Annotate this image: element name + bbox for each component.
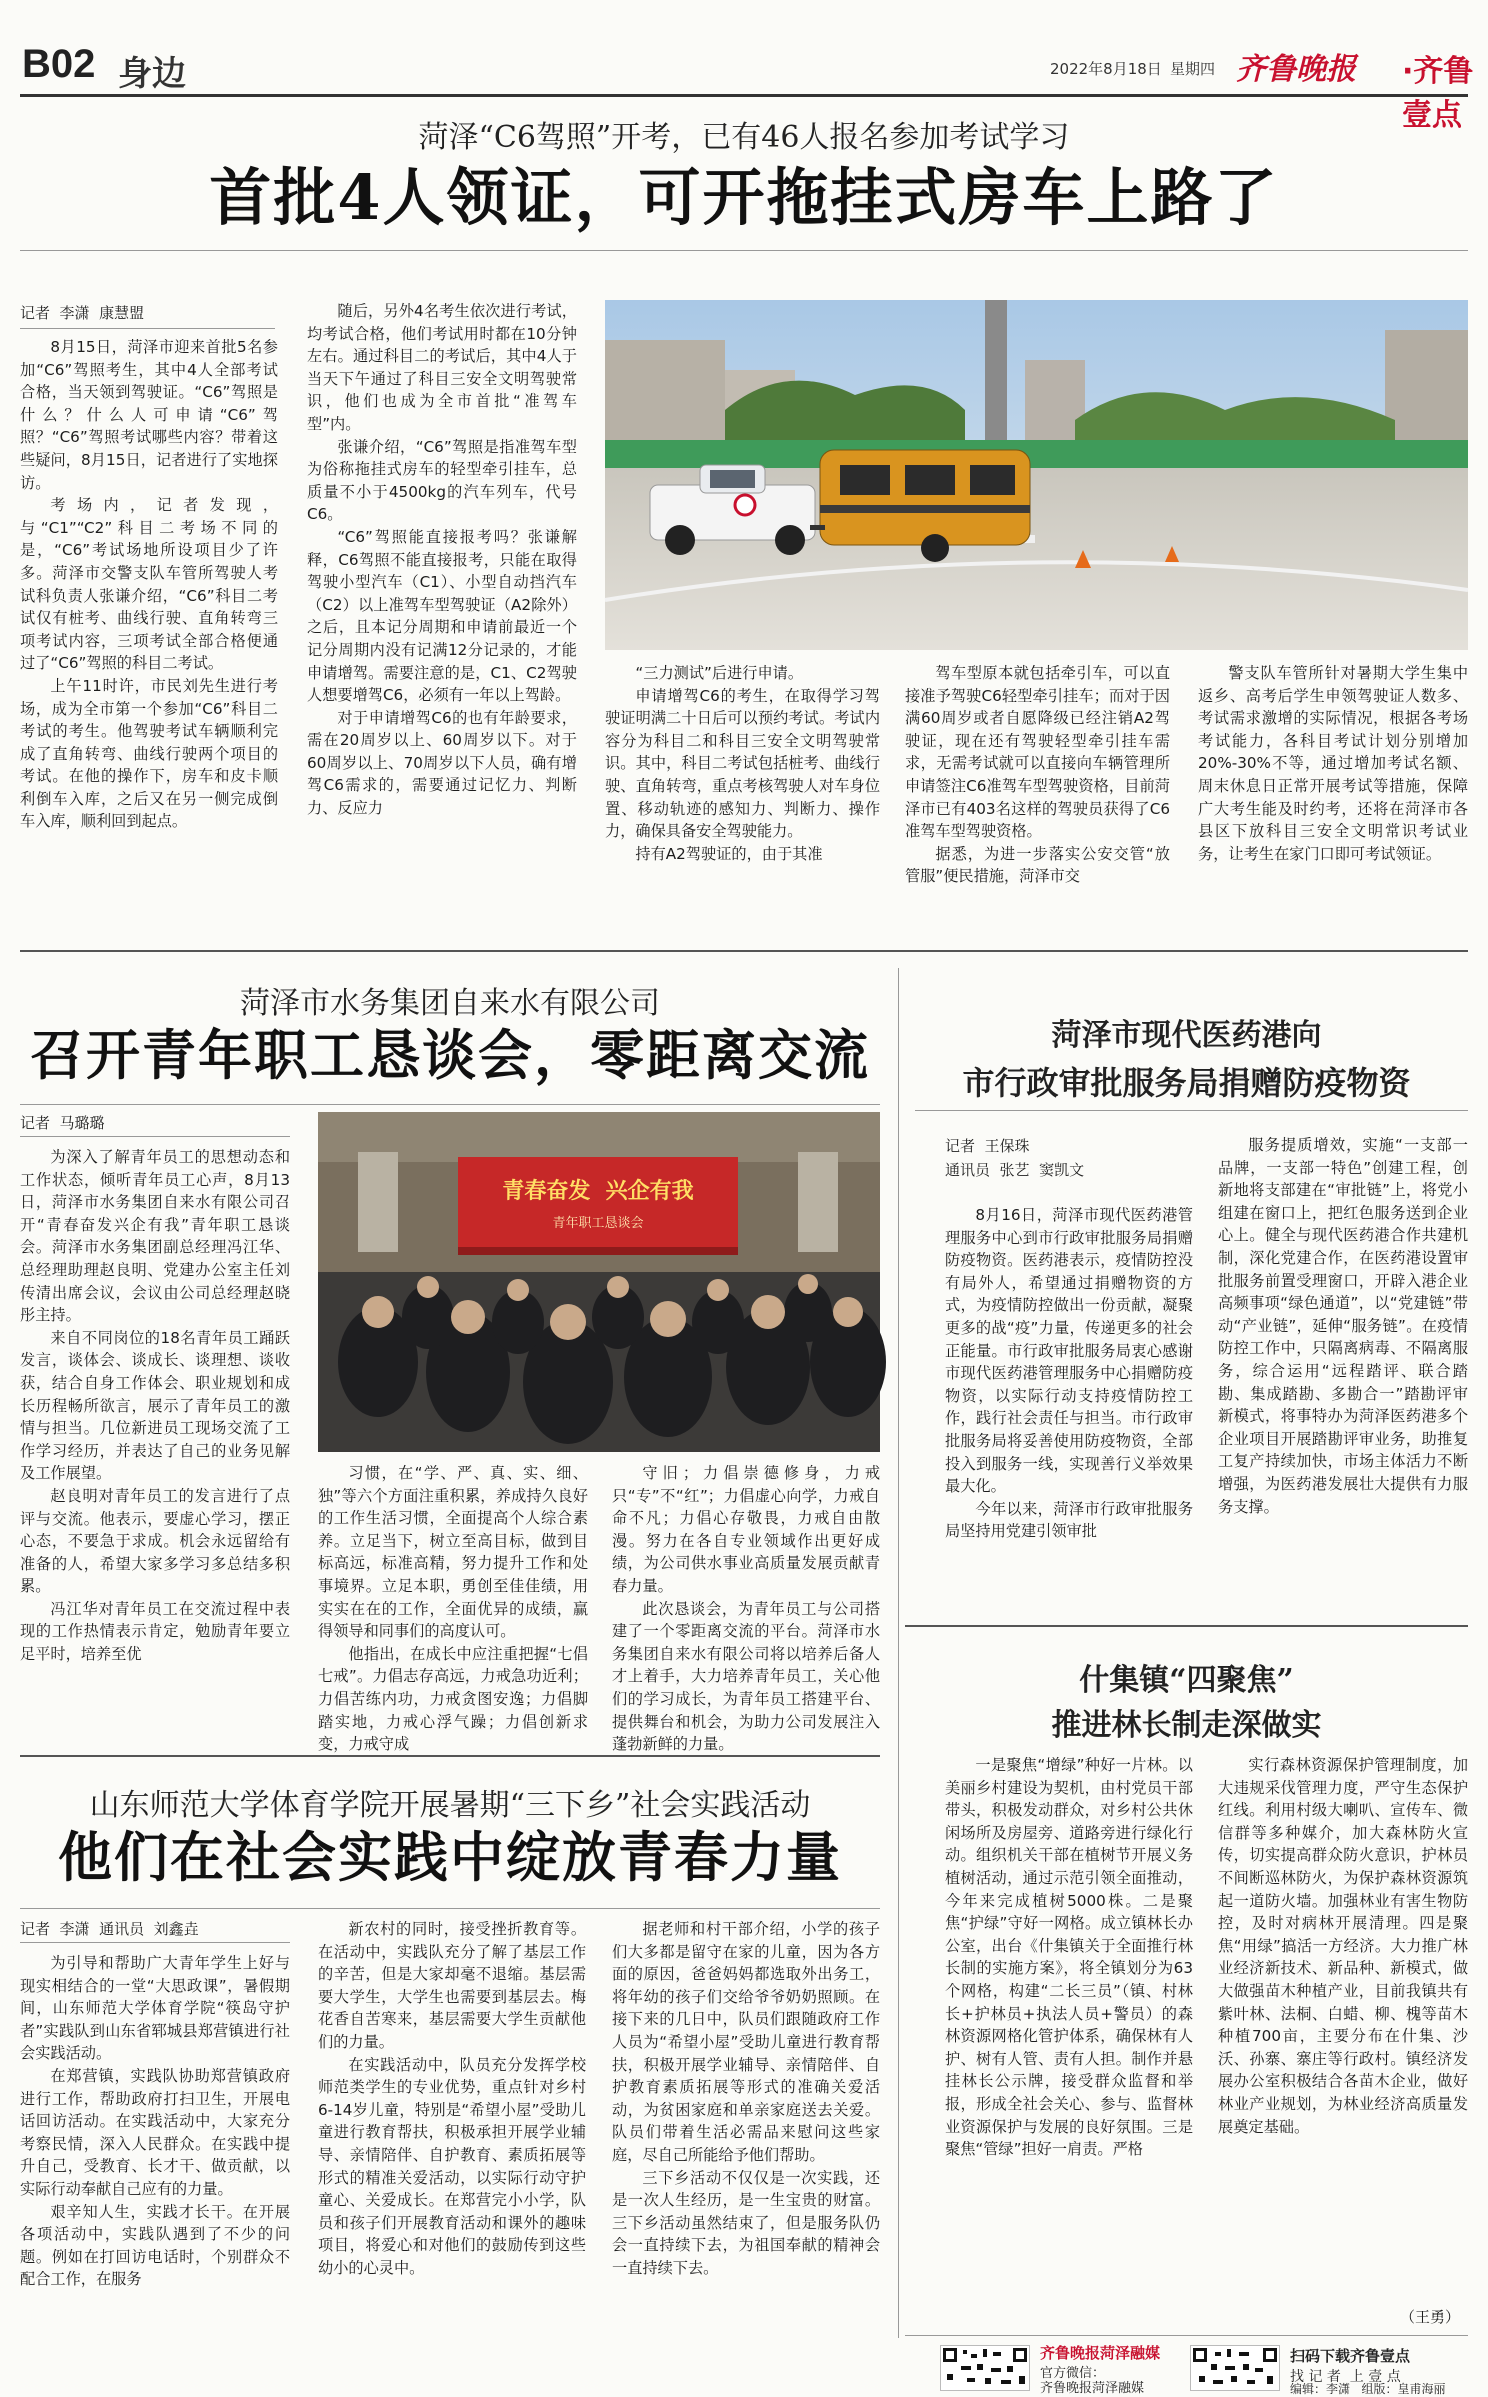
article3-headline: 他们在社会实践中绽放青春力量 [58, 1825, 842, 1889]
paragraph: 新农村的同时，接受挫折教育等。在活动中，实践队充分了解了基层工作的辛苦，但是大家却毫不退缩。基层需要大学生，大学生也需要到基层去。梅花香自苦寒来，基层需要大学生贡献他们的力量。 [318, 1920, 586, 2051]
article2-column-3 [612, 1462, 880, 1754]
qr2-line1: 扫码下载齐鲁壹点 [1290, 2347, 1411, 2365]
qr1-line3: 齐鲁晚报菏泽融媒 [1040, 2381, 1145, 2396]
article2-headline: 召开青年职工恳谈会，零距离交流 [30, 1023, 870, 1087]
byline-rule [20, 1136, 290, 1137]
article1-byline: 记者 李潇 康慧盟 [20, 304, 145, 322]
article4-byline: 记者 王保珠 通讯员 张艺 窦凯文 [945, 1137, 1085, 1179]
issue-date: 2022年8月18日 [1050, 60, 1162, 78]
article5-kicker: 什集镇“四聚焦” [1079, 1663, 1294, 1698]
qr-code-icon [1191, 2346, 1279, 2390]
paragraph: 据老师和村干部介绍，小学的孩子们大多都是留守在家的儿童，因为各方面的原因，爸爸妈妈都选取外出务工，将年幼的孩子们交给爷爷奶奶照顾。在接下来的几日中，队员们跟随政府工作人员为“希望小屋”受助儿童进行教育帮扶，积极开展学业辅导、亲情陪伴、自护教育素质拓展等形式的准确关爱活动，为贫困家庭和单亲家庭送去关爱。队员们带着生活必需品来慰问这些家庭，尽自己所能给予他们帮助。 [612, 1920, 880, 2164]
header-rule [20, 94, 1468, 97]
article2-rule [20, 1104, 880, 1105]
article1-column-3 [605, 662, 880, 938]
page-number: B02 [22, 42, 96, 86]
article1-photo [605, 300, 1468, 650]
article5-column-1 [945, 1754, 1193, 2334]
qr-code-weixin[interactable] [940, 2345, 1030, 2391]
article3-byline: 记者 李潇 通讯员 刘鑫垚 [20, 1920, 199, 1938]
masthead-logo: 齐鲁晚报 [1236, 52, 1356, 87]
paragraph: 一是聚焦“增绿”种好一片林。以美丽乡村建设为契机，由村党员干部带头，积极发动群众，对乡村公共休闲场所及房屋旁、道路旁进行绿化行动。组织机关干部在植树节开展义务植树活动，通过示范引领全面推动，今年来完成植树5000株。二是聚焦“护绿”守好一网格。成立镇林长办公室，出台《什集镇关于全面推行林长制的实施方案》，将全镇划分为63个网格，构建“二长三员”（镇、村林长+护林员+执法人员+警员）的森林资源网格化管护体系，确保林有人护、树有人管、责有人担。制作并悬挂林长公示牌，接受群众监督和举报，形成全社会关心、参与、监督林业资源保护与发展的良好氛围。三是聚焦“管绿”担好一肩责。严格 [945, 1756, 1193, 2159]
paragraph: 此次恳谈会，为青年员工与公司搭建了一个零距离交流的平台。菏泽市水务集团自来水有限公司将以培养后备人才上着手，大力培养青年员工，关心他们的学习成长，为青年员工搭建平台、提供舞台和机会，为助力公司发展注入蓬勃新鲜的力量。 [612, 1599, 880, 1754]
paragraph: 他指出，在成长中应注重把握“七倡七戒”。力倡志存高远，力戒急功近利；力倡苦练内功，力戒贪图安逸；力倡脚踏实地，力戒心浮气躁；力倡创新求变，力戒守成 [318, 1644, 588, 1754]
article4-column-1 [945, 1204, 1193, 1614]
paragraph: 实行森林资源保护管理制度，加大违规采伐管理力度，严守生态保护红线。利用村级大喇叭、宣传车、微信群等多种媒介，加大森林防火宣传，切实提高群众防火意识，护林员不间断巡林防火，为保护森林资源筑起一道防火墙。加强林业有害生物防控，及时对病林开展清理。四是聚焦“用绿”搞活一方经济。大力推广林业经济新技术、新品种、新模式，做大做强苗木种植产业，目前我镇共有紫叶林、法桐、白蜡、柳、槐等苗木种植700亩，主要分布在什集、沙沃、孙寨、寨庄等行政村。镇经济发展办公室积极结合各苗木企业，做好林业产业规划，为林业经济高质量发展奠定基础。 [1218, 1756, 1468, 2136]
masthead-logo-sub: ·齐鲁壹点 [1402, 54, 1474, 133]
article2-column-1 [20, 1146, 290, 1744]
article1-rule [20, 250, 1468, 251]
byline-rule [20, 1942, 290, 1943]
article5-column-2 [1218, 1754, 1468, 2299]
camper-van-photo [605, 300, 1468, 650]
column-divider [898, 968, 899, 2338]
paragraph: 冯江华对青年员工在交流过程中表现的工作热情表示肯定，勉励青年要立足平时，培养至优 [20, 1599, 290, 1664]
article3-rule [20, 1908, 880, 1909]
paragraph: 驾车型原本就包括牵引车，可以直接准予驾驶C6轻型牵引挂车；而对于因满60周岁或者自愿降级已经注销A2驾驶证，现在还有驾驶轻型牵引挂车需求，无需考试就可以直接向车辆管理所申请签注C6准驾车型驾驶资格，目前菏泽市已有403名这样的驾驶员获得了C6准驾车型驾驶资格。 [905, 664, 1170, 841]
paragraph: 为深入了解青年员工的思想动态和工作状态，倾听青年员工心声，8月13日，菏泽市水务集团自来水有限公司召开“青春奋发兴企有我”青年职工恳谈会。菏泽市水务集团副总经理冯江华、总经理助理赵良明、党建办公室主任刘传清出席会议，会议由公司总经理赵晓彤主持。 [20, 1148, 290, 1325]
paragraph: 警支队车管所针对暑期大学生集中返乡、高考后学生申领驾驶证人数多、考试需求激增的实际情况，根据各考场考试能力，各科目考试计划分别增加20%-30%不等，通过增加考试名额、周末休息日正常开展考试等措施，保障广大考生能及时约考，还将在菏泽市各县区下放科目三安全文明常识考试业务，让考生在家门口即可考试领证。 [1198, 664, 1468, 863]
article3-column-2 [318, 1918, 586, 2388]
paragraph: 在实践活动中，队员充分发挥学校师范类学生的专业优势，重点针对乡村6-14岁儿童，特别是“希望小屋”受助儿童进行教育帮扶，积极承担开展学业辅导、亲情陪伴、自护教育、素质拓展等形式的精准关爱活动，以实际行动守护童心、关爱成长。在郑营完小小学，队员和孩子们开展教育活动和课外的趣味项目，将爱心和对他们的鼓励传到这些幼小的心灵中。 [318, 2055, 586, 2277]
paragraph: 对于申请增驾C6的也有年龄要求，需在20周岁以上、60周岁以下。对于60周岁以上、70周岁以下人员，确有增驾C6需求的，需要通过记忆力、判断力、反应力 [307, 708, 577, 818]
article4-column-2 [1218, 1134, 1468, 1614]
paragraph: 来自不同岗位的18名青年员工踊跃发言，谈体会、谈成长、谈理想、谈收获，结合自身工作体会、职业规划和成长历程畅所欲言，展示了青年员工的激情与担当。几位新进员工现场交流了工作学习经历，并表达了自己的业务见解及工作展望。 [20, 1328, 290, 1483]
paragraph: 在郑营镇，实践队协助郑营镇政府进行工作，帮助政府打扫卫生，开展电话回访活动。在实践活动中，大家充分考察民情，深入人民群众。在实践中提升自己，受教育、长才干、做贡献，以实际行动奉献自己应有的力量。 [20, 2066, 290, 2198]
article4-kicker: 菏泽市现代医药港向 [1051, 1018, 1322, 1053]
section-divider [905, 1625, 1468, 1627]
paragraph: 今年以来，菏泽市行政审批服务局坚持用党建引领审批 [945, 1499, 1193, 1541]
issue-weekday: 星期四 [1170, 60, 1216, 78]
section-divider [20, 950, 1468, 952]
article5-author: （王勇） [1400, 2308, 1461, 2326]
qr-code-app[interactable] [1190, 2345, 1280, 2391]
section-divider [20, 1755, 880, 1757]
paragraph: 三下乡活动不仅仅是一次实践，还是一次人生经历，是一生宝贵的财富。三下乡活动虽然结束了，但是服务队仍会一直持续下去，为祖国奉献的精神会一直持续下去。 [612, 2168, 880, 2277]
paragraph: 赵良明对青年员工的发言进行了点评与交流。他表示，要虚心学习，摆正心态，不要急于求成。机会永远留给有准备的人，希望大家多学习多总结多积累。 [20, 1486, 290, 1596]
paragraph: 随后，另外4名考生依次进行考试，均考试合格，他们考试用时都在10分钟左右。通过科目二的考试后，其中4人于当天下午通过了科目三安全文明驾驶常识，他们也成为全市首批“准驾车型”内。 [307, 302, 577, 433]
article3-column-1 [20, 1952, 290, 2388]
section-name: 身边 [118, 54, 186, 94]
article1-kicker: 菏泽“C6驾照”开考，已有46人报名参加考试学习 [418, 120, 1070, 155]
article2-column-2 [318, 1462, 588, 1754]
paragraph: “三力测试”后进行申请。 [635, 664, 804, 682]
paragraph: 考场内，记者发现，与“C1”“C2”科目二考场不同的是，“C6”考试场地所设项目少了许多。菏泽市交警支队车管所驾驶人考试科负责人张谦介绍，“C6”科目二考试仅有桩考、曲线行驶、直角转弯三项考试内容，三项考试全部合格便通过了“C6”驾照的科目二考试。 [20, 496, 278, 673]
footer-rule [905, 2335, 1468, 2336]
paragraph: 持有A2驾驶证的，由于其准 [635, 844, 823, 863]
qr1-line2: 官方微信： [1040, 2366, 1106, 2381]
paragraph: 申请增驾C6的考生，在取得学习驾驶证明满二十日后可以预约考试。考试内容分为科目二和科目三安全文明驾驶常识。其中，科目二考试包括桩考、曲线行驶、直角转弯，重点考核驾驶人对车身位置、移动轨迹的感知力、判断力、操作力，确保具备安全驾驶能力。 [605, 686, 880, 841]
article1-column-1 [20, 336, 278, 936]
article3-kicker: 山东师范大学体育学院开展暑期“三下乡”社会实践活动 [89, 1788, 811, 1823]
paragraph: 守旧；力倡崇德修身，力戒只“专”不“红”；力倡虚心向学，力戒自命不凡；力倡心存敬畏，力戒自由散漫。努力在各自专业领域作出更好成绩，为公司供水事业高质量发展贡献青春力量。 [612, 1464, 880, 1595]
paragraph: 上午11时许，市民刘先生进行考场，成为全市第一个参加“C6”科目二考试的考生。他驾驶考试车辆顺利完成了直角转弯、曲线行驶两个项目的考试。在他的操作下，房车和皮卡顺利倒车入库，之后又在另一侧完成倒车入库，顺利回到起点。 [20, 676, 278, 831]
paragraph: 为引导和帮助广大青年学生上好与现实相结合的一堂“大思政课”，暑假期间，山东师范大学体育学院“筷岛守护者”实践队到山东省郓城县郑营镇进行社会实践活动。 [20, 1954, 290, 2063]
paragraph: 8月15日，菏泽市迎来首批5名参加“C6”驾照考生，其中4人全部考试合格，当天领到驾驶证。“C6”驾照是什么？什么人可申请“C6”驾照？“C6”驾照考试哪些内容？带着这些疑问，8月15日，记者进行了实地探访。 [20, 338, 278, 492]
meeting-photo [318, 1112, 880, 1452]
footer-editor: 编辑：李潇 组版：皇甫海丽 [1290, 2382, 1446, 2396]
article1-column-2 [307, 300, 577, 936]
paragraph: 张谦介绍，“C6”驾照是指准驾车型为俗称拖挂式房车的轻型牵引挂车，总质量不小于4500kg的汽车列车，代号C6。 [307, 437, 577, 524]
article4-rule [915, 1110, 1468, 1111]
article1-column-4 [905, 662, 1170, 938]
paragraph: “C6”驾照能直接报考吗？张谦解释，C6驾照不能直接报考，只能在取得驾驶小型汽车（C1）、小型自动挡汽车（C2）以上准驾车型驾驶证（A2除外）之后，且本记分周期和申请前最近一个记分周期内没有记满12分记录的，才能申请增驾。需要注意的是，C1、C2驾驶人想要增驾C6，必须有一年以上驾龄。 [307, 527, 577, 705]
photo-banner-subtext: 青年职工恳谈会 [552, 1216, 644, 1231]
article2-kicker: 菏泽市水务集团自来水有限公司 [240, 986, 660, 1021]
qr2-line2: 找 记 者 上 壹 点 [1290, 2369, 1401, 2385]
paragraph: 艰辛知人生，实践才长干。在开展各项活动中，实践队遇到了不少的问题。例如在打回访电话时，个别群众不配合工作，在服务 [20, 2202, 290, 2289]
paragraph: 8月16日，菏泽市现代医药港管理服务中心到市行政审批服务局捐赠防疫物资。医药港表示，疫情防控没有局外人，希望通过捐赠物资的方式，为疫情防控做出一份贡献，凝聚更多的战“疫”力量，传递更多的社会正能量。市行政审批服务局衷心感谢市现代医药港管理服务中心捐赠防疫物资，以实际行动支持疫情防控工作，践行社会责任与担当。市行政审批服务局将妥善使用防疫物资，全部投入到服务一线，实现善行义举效果最大化。 [945, 1206, 1193, 1496]
article4-headline: 市行政审批服务局捐赠防疫物资 [962, 1064, 1411, 1102]
paragraph: 服务提质增效，实施“一支部一品牌，一支部一特色”创建工程，创新地将支部建在“审批链”上，将党小组建在窗口上，把红色服务送到企业心上。健全与现代医药港合作共建机制，深化党建合作，在医药港设置审批服务前置受理窗口，开辟入港企业高频事项“绿色通道”，以“党建链”带动“产业链”，延伸“服务链”。在疫情防控工作中，只隔离病毒、不隔离服务，综合运用“远程踏评、联合踏勘、集成踏勘、多勘合一”踏勘评审新模式，将事特办为菏泽医药港多个企业项目开展踏勘评审业务，助推复工复产持续加快，市场主体活力不断增强，为医药港发展壮大提供有力服务支撑。 [1218, 1136, 1468, 1516]
article1-headline: 首批4人领证，可开拖挂式房车上路了 [209, 161, 1279, 234]
article1-column-5 [1198, 662, 1468, 938]
article5-headline: 推进林长制走深做实 [1051, 1708, 1322, 1743]
byline-rule [20, 328, 275, 329]
article2-byline: 记者 马璐璐 [20, 1114, 105, 1132]
qr1-label: 齐鲁晚报菏泽融媒 [1040, 2344, 1161, 2362]
qr-code-icon [941, 2346, 1029, 2390]
article3-column-3 [612, 1918, 880, 2388]
photo-banner-text: 青春奋发 兴企有我 [502, 1178, 694, 1204]
paragraph: 习惯，在“学、严、真、实、细、独”等六个方面注重积累，养成持久良好的工作生活习惯，全面提高个人综合素养。立足当下，树立至高目标，做到目标高远，标准高精，努力提升工作和处事境界。立足本职，勇创至佳佳绩，用实实在在的工作，全面优异的成绩，赢得领导和同事们的高度认可。 [318, 1464, 588, 1641]
article2-photo [318, 1112, 880, 1452]
paragraph: 据悉，为进一步落实公安交管“放管服”便民措施，菏泽市交 [905, 844, 1170, 886]
